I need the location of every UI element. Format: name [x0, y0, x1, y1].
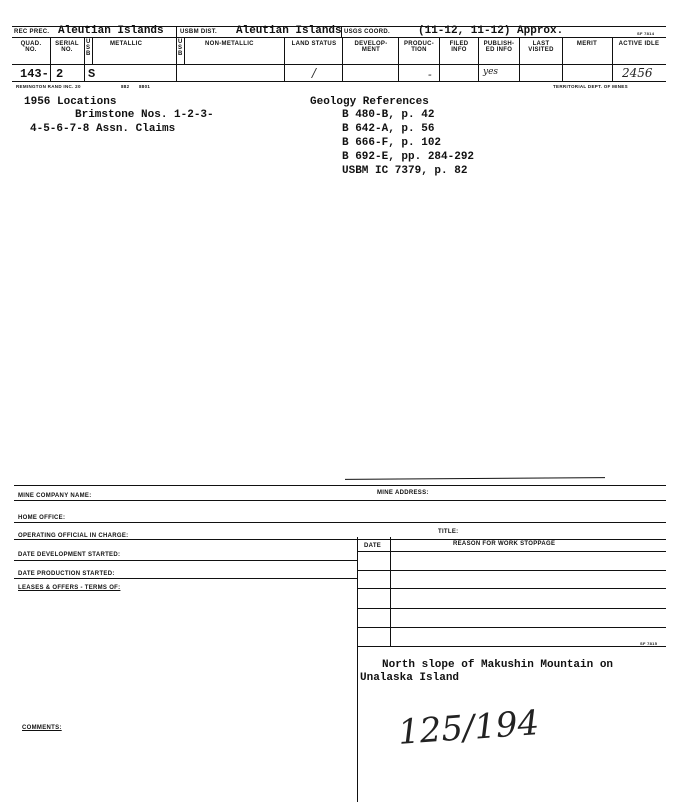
- divider: [478, 37, 479, 81]
- active-idle-label: ACTIVE IDLE: [618, 41, 660, 47]
- land-status-label: LAND STATUS: [291, 41, 337, 47]
- imprint-code-b: 8801: [139, 84, 151, 89]
- geology-ref-2: B 642-A, p. 56: [342, 123, 435, 135]
- date-production-started-label: DATE PRODUCTION STARTED:: [18, 571, 115, 577]
- row-rule: [14, 500, 666, 501]
- divider: [439, 37, 440, 81]
- card-edge: [14, 485, 666, 486]
- divider: [84, 37, 85, 81]
- divider: [92, 37, 93, 64]
- divider: [612, 37, 613, 81]
- rec-prec-value: Aleutian Islands: [58, 25, 164, 37]
- table-rule: [357, 570, 666, 571]
- divider: [284, 37, 285, 81]
- date-development-started-label: DATE DEVELOPMENT STARTED:: [18, 552, 121, 558]
- reason-column-label: REASON FOR WORK STOPPAGE: [453, 541, 556, 547]
- rec-prec-label: REC PREC.: [14, 29, 50, 35]
- quad-no-label: QUAD. NO.: [20, 41, 42, 53]
- table-rule: [357, 588, 666, 589]
- note-line-1: North slope of Makushin Mountain on: [382, 659, 614, 671]
- usb-right-label: U S B: [178, 39, 183, 57]
- divider: [184, 37, 185, 64]
- title-label: TITLE:: [438, 529, 459, 535]
- mine-company-name-label: MINE COMPANY NAME:: [18, 493, 92, 499]
- handwritten-number: 125/194: [396, 703, 541, 753]
- usgs-coord-label: USGS COORD.: [344, 29, 390, 35]
- divider: [398, 37, 399, 81]
- divider: [176, 37, 177, 81]
- home-office-label: HOME OFFICE:: [18, 515, 66, 521]
- usgs-coord-value: (11-12, 11-12) Approx.: [418, 25, 564, 37]
- leases-offers-label: LEASES & OFFERS - TERMS OF:: [18, 585, 121, 591]
- date-column-label: DATE: [364, 543, 382, 549]
- operating-official-label: OPERATING OFFICIAL IN CHARGE:: [18, 533, 129, 539]
- imprint-code-a: 882: [121, 84, 130, 89]
- land-status-value: /: [312, 66, 317, 80]
- locations-line-1: Brimstone Nos. 1-2-3-: [75, 109, 214, 121]
- lower-form-number: SF 7815: [640, 641, 658, 646]
- geology-ref-1: B 480-B, p. 42: [342, 109, 435, 121]
- table-rule: [357, 646, 666, 647]
- production-label: PRODUC- TION: [403, 41, 435, 53]
- table-rule: [357, 627, 666, 628]
- form-number: SF 7814: [637, 31, 655, 36]
- non-metallic-label: NON-METALLIC: [205, 41, 254, 47]
- values-rule: [12, 81, 666, 82]
- merit-label: MERIT: [576, 41, 598, 47]
- production-value: -: [428, 68, 432, 81]
- dept-imprint: TERRITORIAL DEPT. OF MINES: [553, 84, 628, 89]
- divider: [176, 26, 177, 37]
- serial-no-label: SERIAL NO.: [55, 41, 79, 53]
- usbm-dist-value: Aleutian Islands: [236, 25, 342, 37]
- usb-left-label: U S B: [86, 39, 91, 57]
- geology-ref-4: B 692-E, pp. 284-292: [342, 151, 475, 163]
- usbm-dist-label: USBM DIST.: [180, 29, 218, 35]
- divider: [519, 37, 520, 81]
- divider: [562, 37, 563, 81]
- published-value: yes: [483, 67, 499, 77]
- table-rule: [357, 608, 666, 609]
- comments-label: COMMENTS:: [22, 725, 62, 731]
- geology-heading: Geology References: [310, 96, 429, 108]
- row-rule: [14, 522, 666, 523]
- locations-heading: 1956 Locations: [24, 96, 117, 108]
- filed-info-label: FILED INFO: [449, 41, 469, 53]
- last-visited-label: LAST VISITED: [528, 41, 554, 53]
- geology-ref-3: B 666-F, p. 102: [342, 137, 442, 149]
- row-rule: [14, 560, 357, 561]
- printer-imprint: REMINGTON RAND INC. 20: [16, 84, 81, 89]
- metallic-code: S: [88, 67, 96, 81]
- development-label: DEVELOP- MENT: [354, 41, 388, 53]
- row-rule: [14, 578, 357, 579]
- card-edge: [345, 477, 605, 480]
- columns-rule: [12, 64, 666, 65]
- locations-line-2: 4-5-6-7-8 Assn. Claims: [30, 123, 176, 135]
- active-idle-value: 2456: [622, 66, 653, 80]
- divider: [390, 537, 391, 647]
- divider: [357, 537, 358, 802]
- published-info-label: PUBLISH- ED INFO: [483, 41, 515, 53]
- mine-address-label: MINE ADDRESS:: [377, 490, 429, 496]
- header-rule: [12, 37, 666, 38]
- note-line-2: Unalaska Island: [360, 672, 460, 684]
- row-rule: [14, 539, 666, 540]
- metallic-label: METALLIC: [110, 41, 143, 47]
- divider: [342, 37, 343, 81]
- geology-ref-5: USBM IC 7379, p. 82: [342, 165, 468, 177]
- quad-serial-value: 143- 2: [20, 67, 64, 81]
- table-rule: [357, 551, 666, 552]
